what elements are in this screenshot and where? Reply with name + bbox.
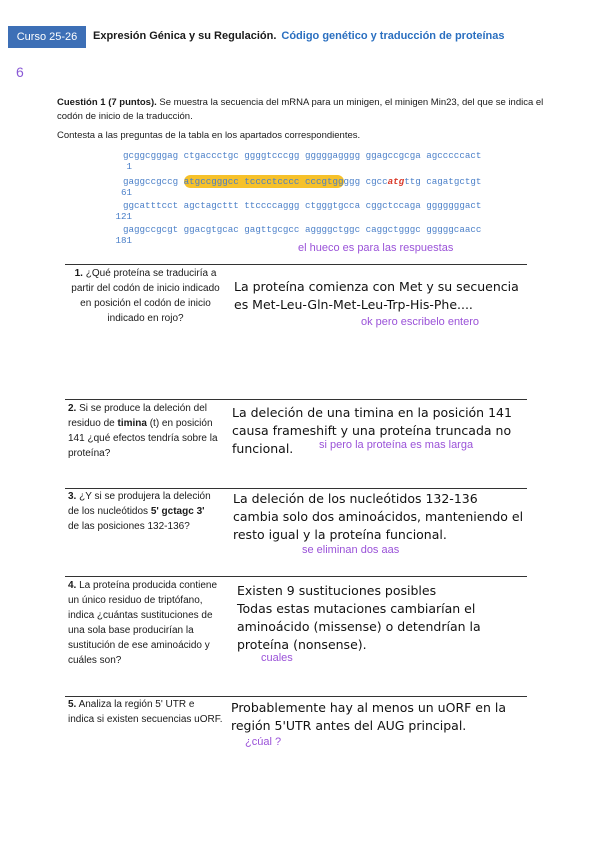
- question-instruction: Contesta a las preguntas de la tabla en los apartados correspondientes.: [57, 130, 361, 141]
- start-codon: atg: [387, 176, 405, 187]
- sequence-post: ttg cagatgctgt: [404, 176, 482, 187]
- answer-cell-3[interactable]: La deleción de los nucleótidos 132-136 cambia solo dos aminoácidos, manteniendo el resto igual y la proteína funcional.: [233, 491, 524, 542]
- question-text-post: (t) en posición 141 ¿qué efectos tendría sobre la proteína?: [68, 418, 218, 459]
- teacher-note: si pero la proteína es mas larga: [319, 439, 474, 451]
- highlighted-sequence: atgccgggcc tcccctcccc cccgtgg: [183, 176, 344, 187]
- page-header: [0, 0, 600, 54]
- answer-line: Todas estas mutaciones cambiarían el aminoácido (missense) o detendrían la proteína (nonsense).: [237, 601, 481, 652]
- sequence-position: 181: [115, 235, 133, 246]
- row-divider: [65, 576, 527, 577]
- row-divider: [65, 399, 527, 400]
- question-number: 1.: [74, 268, 83, 279]
- topic-title: Código genético y traducción de proteínas: [281, 30, 505, 42]
- answer-cell-4[interactable]: [237, 582, 527, 654]
- question-number: 5.: [68, 699, 77, 710]
- sequence-annotation: el hueco es para las respuestas: [298, 242, 454, 254]
- question-number: 4.: [68, 580, 77, 591]
- course-badge: Curso 25-26: [8, 26, 86, 48]
- sequence-text: ggcatttcct agctagcttt ttccccaggg ctgggtgcca cggctccaga gggggggact: [123, 200, 482, 211]
- teacher-note: ¿cúal ?: [245, 736, 282, 748]
- question-text-bold: 5' gctagc 3': [150, 506, 205, 517]
- sequence-position: 61: [121, 187, 133, 198]
- question-cell-5: [68, 697, 223, 727]
- row-divider: [65, 264, 527, 265]
- answer-cell-1[interactable]: La proteína comienza con Met y su secuencia es Met-Leu-Gln-Met-Leu-Trp-His-Phe....: [234, 279, 519, 312]
- question-intro: [57, 96, 557, 124]
- question-text-post: de las posiciones 132-136?: [68, 521, 190, 532]
- sequence-position: 121: [115, 211, 133, 222]
- page-number: 6: [16, 64, 24, 80]
- sequence-text: gcggcgggag ctgaccctgc ggggtcccgg gggggagggg ggagccgcga agcccccact: [123, 150, 482, 161]
- subject-name: Expresión Génica y su Regulación.: [93, 30, 277, 42]
- answer-cell-2[interactable]: La deleción de una timina en la posición 141 causa frameshift y una proteína truncada no funcional.: [232, 405, 512, 456]
- teacher-note: cuales: [261, 652, 293, 664]
- subject-title: [93, 30, 504, 42]
- question-text-pre: ¿Y si se produjera la deleción de los nucleótidos: [68, 491, 211, 517]
- sequence-mid: ggg cgcc: [343, 176, 388, 187]
- question-number: 3.: [68, 491, 77, 502]
- sequence-text: [123, 176, 481, 187]
- answer-line: Existen 9 sustituciones posibles: [237, 583, 437, 598]
- question-title: Cuestión 1 (7 puntos).: [57, 97, 157, 108]
- answer-cell-5[interactable]: Probablemente hay al menos un uORF en la región 5'UTR antes del AUG principal.: [231, 700, 507, 733]
- sequence-position: 1: [126, 161, 133, 172]
- question-text: Analiza la región 5' UTR e indica si existen secuencias uORF.: [68, 699, 223, 725]
- question-intro-text: Se muestra la secuencia del mRNA para un minigen, el minigen Min23, del que se indica el codón de inicio de la traducción.: [57, 97, 544, 122]
- teacher-note: se eliminan dos aas: [302, 544, 400, 556]
- question-cell-3: [68, 489, 218, 534]
- question-cell-1: [68, 266, 223, 326]
- teacher-note: ok pero escribelo entero: [361, 316, 480, 328]
- question-cell-4: [68, 578, 223, 668]
- sequence-pre: gaggccgccg: [123, 176, 184, 187]
- question-text: La proteína producida contiene un único residuo de triptófano, indica ¿cuántas sustituciones de una sola base producirían la sustitución de ese aminoácido y cuáles son?: [68, 580, 218, 666]
- question-number: 2.: [68, 403, 77, 414]
- question-text-pre: Si se produce la deleción del residuo de: [68, 403, 207, 429]
- question-cell-2: [68, 401, 218, 461]
- sequence-text: gaggccgcgt ggacgtgcac gagttgcgcc aggggctggc caggctgggc gggggcaacc: [123, 224, 482, 235]
- question-text-bold: timina: [117, 418, 147, 429]
- question-text: ¿Qué proteína se traduciría a partir del codón de inicio indicado en posición el codón de inicio indicado en rojo?: [71, 268, 220, 324]
